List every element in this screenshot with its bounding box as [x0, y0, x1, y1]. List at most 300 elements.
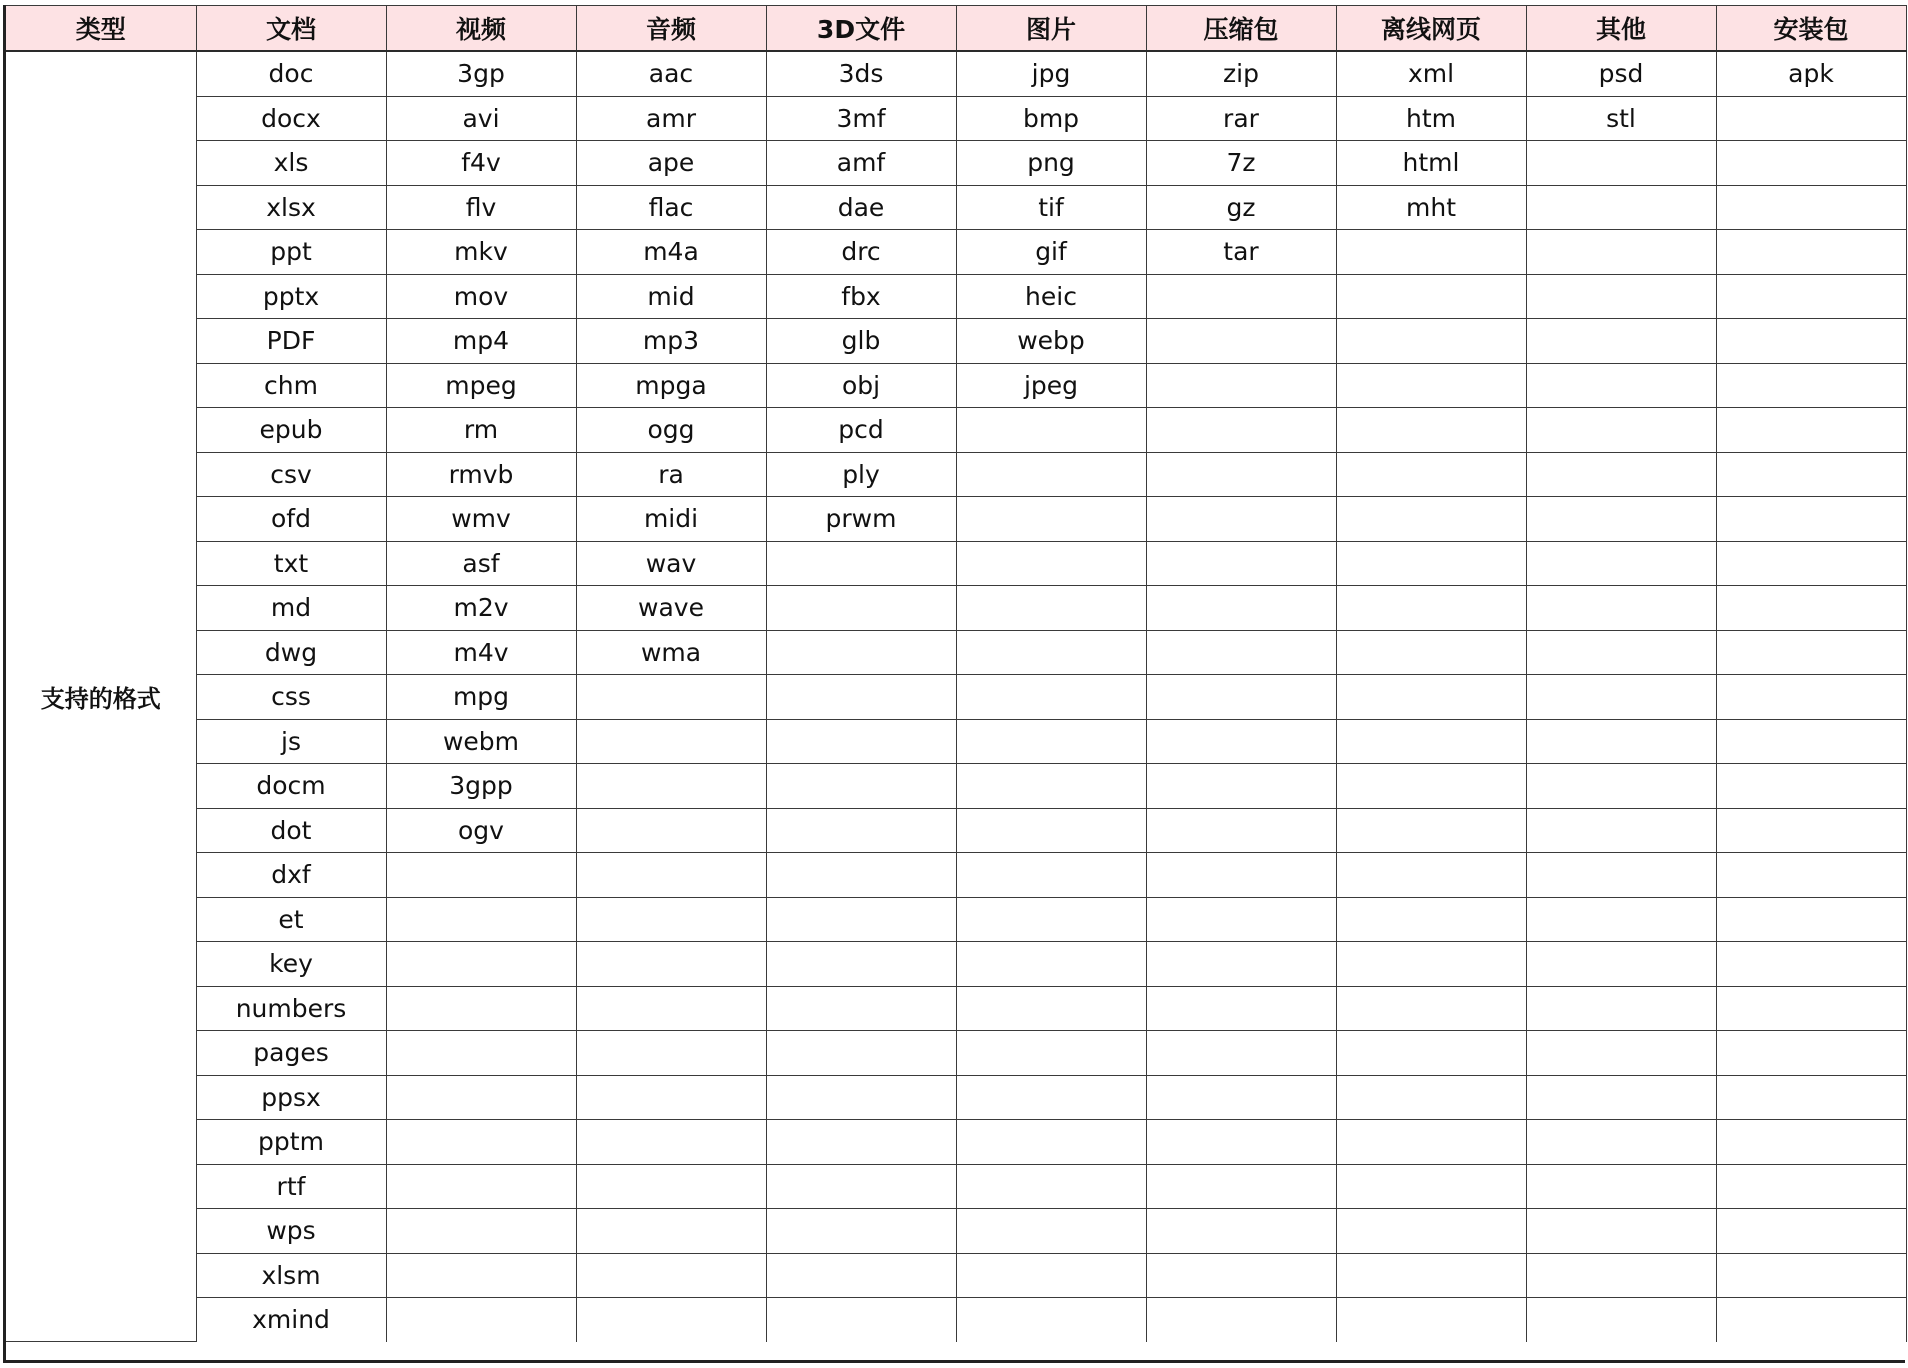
format-cell[interactable] — [386, 1075, 576, 1120]
format-cell[interactable] — [576, 808, 766, 853]
format-cell[interactable] — [576, 942, 766, 987]
format-cell[interactable]: js — [196, 719, 386, 764]
format-cell[interactable] — [1716, 230, 1906, 275]
format-cell[interactable] — [1336, 1209, 1526, 1254]
format-cell[interactable]: m4a — [576, 230, 766, 275]
format-cell[interactable] — [956, 764, 1146, 809]
format-cell[interactable] — [1336, 408, 1526, 453]
format-cell[interactable] — [1146, 808, 1336, 853]
format-cell[interactable] — [766, 897, 956, 942]
format-cell[interactable]: 3mf — [766, 96, 956, 141]
format-cell[interactable] — [386, 1253, 576, 1298]
format-cell[interactable]: ofd — [196, 497, 386, 542]
format-cell[interactable] — [1716, 1164, 1906, 1209]
format-cell[interactable] — [1336, 319, 1526, 364]
format-cell[interactable]: rmvb — [386, 452, 576, 497]
format-cell[interactable] — [1526, 986, 1716, 1031]
format-cell[interactable] — [1526, 497, 1716, 542]
format-cell[interactable]: mpga — [576, 363, 766, 408]
table-body — [6, 51, 1906, 1342]
format-cell[interactable]: epub — [196, 408, 386, 453]
format-cell[interactable]: dae — [766, 185, 956, 230]
format-cell[interactable]: m2v — [386, 586, 576, 631]
table-row — [6, 586, 1906, 631]
format-cell[interactable]: pages — [196, 1031, 386, 1076]
format-cell[interactable] — [1526, 719, 1716, 764]
format-cell[interactable]: ppt — [196, 230, 386, 275]
format-cell[interactable]: dxf — [196, 853, 386, 898]
format-cell[interactable] — [1526, 541, 1716, 586]
format-cell[interactable] — [576, 675, 766, 720]
table-row — [6, 1298, 1906, 1342]
format-cell[interactable] — [1526, 1075, 1716, 1120]
format-cell[interactable]: htm — [1336, 96, 1526, 141]
spreadsheet — [3, 5, 1905, 1363]
format-cell[interactable]: css — [196, 675, 386, 720]
format-cell[interactable]: wave — [576, 586, 766, 631]
format-cell[interactable]: glb — [766, 319, 956, 364]
format-cell[interactable] — [1336, 1298, 1526, 1342]
format-cell[interactable] — [956, 630, 1146, 675]
format-cell[interactable] — [1526, 1253, 1716, 1298]
format-cell[interactable]: ra — [576, 452, 766, 497]
format-cell[interactable] — [1716, 1031, 1906, 1076]
format-cell[interactable] — [766, 942, 956, 987]
format-cell[interactable]: html — [1336, 141, 1526, 186]
format-cell[interactable]: txt — [196, 541, 386, 586]
format-cell[interactable]: ply — [766, 452, 956, 497]
format-cell[interactable]: gif — [956, 230, 1146, 275]
format-cell[interactable] — [1336, 497, 1526, 542]
header-cell-installers[interactable]: 安装包 — [1716, 6, 1906, 52]
format-cell[interactable] — [1146, 897, 1336, 942]
format-cell[interactable] — [1146, 986, 1336, 1031]
format-cell[interactable] — [1336, 363, 1526, 408]
format-cell[interactable] — [1336, 942, 1526, 987]
format-cell[interactable] — [1146, 719, 1336, 764]
format-cell[interactable] — [1526, 808, 1716, 853]
table-row — [6, 96, 1906, 141]
format-cell[interactable] — [1336, 586, 1526, 631]
format-cell[interactable]: doc — [196, 51, 386, 96]
format-cell[interactable]: drc — [766, 230, 956, 275]
format-cell[interactable] — [1526, 363, 1716, 408]
format-cell[interactable] — [576, 1031, 766, 1076]
format-cell[interactable] — [1146, 319, 1336, 364]
format-cell[interactable] — [1336, 1120, 1526, 1165]
format-cell[interactable]: mht — [1336, 185, 1526, 230]
format-cell[interactable] — [1716, 719, 1906, 764]
format-cell[interactable] — [766, 1253, 956, 1298]
format-cell[interactable]: ogv — [386, 808, 576, 853]
format-cell[interactable]: avi — [386, 96, 576, 141]
format-cell[interactable]: PDF — [196, 319, 386, 364]
format-cell[interactable] — [1146, 1164, 1336, 1209]
format-cell[interactable] — [1526, 1298, 1716, 1342]
format-cell[interactable] — [1716, 586, 1906, 631]
format-cell[interactable]: mp3 — [576, 319, 766, 364]
format-cell[interactable] — [1336, 541, 1526, 586]
format-cell[interactable] — [1716, 96, 1906, 141]
format-cell[interactable]: rm — [386, 408, 576, 453]
format-cell[interactable] — [1336, 897, 1526, 942]
format-cell[interactable] — [386, 1164, 576, 1209]
table-row — [6, 274, 1906, 319]
format-cell[interactable]: pcd — [766, 408, 956, 453]
format-cell[interactable] — [766, 986, 956, 1031]
format-cell[interactable] — [1526, 141, 1716, 186]
format-cell[interactable] — [1716, 1209, 1906, 1254]
format-cell[interactable] — [1716, 986, 1906, 1031]
format-cell[interactable] — [1526, 1031, 1716, 1076]
format-cell[interactable]: rtf — [196, 1164, 386, 1209]
format-cell[interactable]: chm — [196, 363, 386, 408]
format-cell[interactable]: csv — [196, 452, 386, 497]
format-cell[interactable] — [766, 1120, 956, 1165]
format-cell[interactable] — [576, 1120, 766, 1165]
format-cell[interactable] — [1146, 764, 1336, 809]
format-cell[interactable] — [766, 719, 956, 764]
format-cell[interactable]: fbx — [766, 274, 956, 319]
format-cell[interactable] — [1336, 630, 1526, 675]
format-cell[interactable]: ppsx — [196, 1075, 386, 1120]
format-cell[interactable] — [1526, 1120, 1716, 1165]
format-cell[interactable] — [956, 541, 1146, 586]
format-cell[interactable]: webm — [386, 719, 576, 764]
header-cell-type[interactable]: 类型 — [6, 6, 196, 52]
format-cell[interactable] — [956, 719, 1146, 764]
format-cell[interactable]: heic — [956, 274, 1146, 319]
format-cell[interactable] — [1526, 274, 1716, 319]
format-cell[interactable] — [1336, 808, 1526, 853]
format-cell[interactable]: stl — [1526, 96, 1716, 141]
format-cell[interactable]: pptm — [196, 1120, 386, 1165]
format-cell[interactable] — [1526, 897, 1716, 942]
format-cell[interactable] — [576, 1075, 766, 1120]
format-cell[interactable] — [1526, 630, 1716, 675]
format-cell[interactable] — [956, 1298, 1146, 1342]
format-cell[interactable] — [1146, 452, 1336, 497]
format-cell[interactable] — [386, 942, 576, 987]
format-cell[interactable] — [956, 1075, 1146, 1120]
format-cell[interactable]: wav — [576, 541, 766, 586]
format-cell[interactable] — [1336, 1253, 1526, 1298]
format-cell[interactable] — [1716, 141, 1906, 186]
table-row — [6, 1031, 1906, 1076]
format-cell[interactable] — [1716, 764, 1906, 809]
header-cell-documents[interactable]: 文档 — [196, 6, 386, 52]
format-cell[interactable]: prwm — [766, 497, 956, 542]
table-row — [6, 1164, 1906, 1209]
format-cell[interactable] — [956, 452, 1146, 497]
format-cell[interactable]: png — [956, 141, 1146, 186]
format-cell[interactable] — [386, 1031, 576, 1076]
format-cell[interactable] — [956, 986, 1146, 1031]
format-cell[interactable] — [1716, 497, 1906, 542]
format-cell[interactable]: rar — [1146, 96, 1336, 141]
table-row — [6, 230, 1906, 275]
format-cell[interactable] — [576, 1298, 766, 1342]
format-cell[interactable] — [1716, 630, 1906, 675]
format-cell[interactable] — [956, 586, 1146, 631]
format-cell[interactable] — [1146, 853, 1336, 898]
header-cell-audio[interactable]: 音频 — [576, 6, 766, 52]
format-cell[interactable]: gz — [1146, 185, 1336, 230]
format-cell[interactable] — [1716, 452, 1906, 497]
format-cell[interactable] — [766, 853, 956, 898]
format-cell[interactable]: tar — [1146, 230, 1336, 275]
format-cell[interactable] — [386, 1209, 576, 1254]
format-cell[interactable] — [1146, 1120, 1336, 1165]
format-cell[interactable] — [766, 630, 956, 675]
format-cell[interactable] — [956, 853, 1146, 898]
format-cell[interactable] — [1336, 764, 1526, 809]
format-cell[interactable]: wma — [576, 630, 766, 675]
format-cell[interactable] — [1336, 1031, 1526, 1076]
format-cell[interactable] — [576, 764, 766, 809]
format-cell[interactable] — [386, 1120, 576, 1165]
format-cell[interactable] — [956, 1209, 1146, 1254]
format-cell[interactable] — [1146, 541, 1336, 586]
format-cell[interactable]: xlsx — [196, 185, 386, 230]
format-cell[interactable]: mid — [576, 274, 766, 319]
table-row — [6, 764, 1906, 809]
format-cell[interactable]: ogg — [576, 408, 766, 453]
format-cell[interactable]: mp4 — [386, 319, 576, 364]
format-cell[interactable]: jpeg — [956, 363, 1146, 408]
format-cell[interactable]: mov — [386, 274, 576, 319]
format-cell[interactable] — [1526, 1209, 1716, 1254]
format-cell[interactable] — [766, 808, 956, 853]
table-row — [6, 853, 1906, 898]
format-cell[interactable] — [956, 1120, 1146, 1165]
format-cell[interactable]: aac — [576, 51, 766, 96]
format-cell[interactable]: docm — [196, 764, 386, 809]
table-row — [6, 1120, 1906, 1165]
table-row — [6, 363, 1906, 408]
header-cell-offline-webpages[interactable]: 离线网页 — [1336, 6, 1526, 52]
format-cell[interactable] — [576, 1164, 766, 1209]
format-cell[interactable] — [1716, 853, 1906, 898]
format-cell[interactable] — [1716, 274, 1906, 319]
format-cell[interactable] — [766, 764, 956, 809]
format-cell[interactable] — [766, 1164, 956, 1209]
format-cell[interactable] — [1146, 497, 1336, 542]
format-cell[interactable] — [1526, 452, 1716, 497]
format-cell[interactable] — [766, 586, 956, 631]
format-cell[interactable] — [1146, 1209, 1336, 1254]
table-row — [6, 808, 1906, 853]
table-row — [6, 1075, 1906, 1120]
format-cell[interactable] — [386, 853, 576, 898]
format-cell[interactable]: ape — [576, 141, 766, 186]
format-cell[interactable] — [956, 497, 1146, 542]
format-cell[interactable] — [1336, 853, 1526, 898]
format-cell[interactable] — [1336, 1164, 1526, 1209]
format-cell[interactable]: mpg — [386, 675, 576, 720]
format-cell[interactable] — [1336, 230, 1526, 275]
supported-formats-table — [6, 5, 1907, 1342]
format-cell[interactable] — [1146, 1253, 1336, 1298]
format-cell[interactable] — [1526, 942, 1716, 987]
format-cell[interactable]: 3ds — [766, 51, 956, 96]
table-row — [6, 452, 1906, 497]
format-cell[interactable] — [386, 1298, 576, 1342]
format-cell[interactable] — [1146, 274, 1336, 319]
format-cell[interactable]: xlsm — [196, 1253, 386, 1298]
format-cell[interactable] — [1146, 363, 1336, 408]
format-cell[interactable]: midi — [576, 497, 766, 542]
format-cell[interactable] — [1526, 675, 1716, 720]
format-cell[interactable]: asf — [386, 541, 576, 586]
table-row — [6, 1209, 1906, 1254]
format-cell[interactable] — [956, 942, 1146, 987]
format-cell[interactable] — [1526, 586, 1716, 631]
format-cell[interactable]: bmp — [956, 96, 1146, 141]
format-cell[interactable] — [1146, 1298, 1336, 1342]
format-cell[interactable] — [1716, 363, 1906, 408]
header-cell-video[interactable]: 视频 — [386, 6, 576, 52]
format-cell[interactable] — [576, 1253, 766, 1298]
format-cell[interactable]: et — [196, 897, 386, 942]
header-cell-images[interactable]: 图片 — [956, 6, 1146, 52]
table-row — [6, 408, 1906, 453]
format-cell[interactable] — [1526, 764, 1716, 809]
table-row — [6, 942, 1906, 987]
table-row — [6, 51, 1906, 96]
format-cell[interactable]: wps — [196, 1209, 386, 1254]
header-cell-3d-files[interactable]: 3D文件 — [766, 6, 956, 52]
format-cell[interactable]: numbers — [196, 986, 386, 1031]
format-cell[interactable] — [386, 897, 576, 942]
format-cell[interactable] — [1526, 185, 1716, 230]
format-cell[interactable] — [1716, 675, 1906, 720]
format-cell[interactable] — [956, 1253, 1146, 1298]
format-cell[interactable] — [1146, 408, 1336, 453]
format-cell[interactable]: flv — [386, 185, 576, 230]
format-cell[interactable] — [1716, 541, 1906, 586]
format-cell[interactable] — [1336, 675, 1526, 720]
format-cell[interactable]: 3gp — [386, 51, 576, 96]
format-cell[interactable] — [956, 675, 1146, 720]
format-cell[interactable] — [1146, 1075, 1336, 1120]
header-cell-other[interactable]: 其他 — [1526, 6, 1716, 52]
format-cell[interactable]: mpeg — [386, 363, 576, 408]
format-cell[interactable]: amf — [766, 141, 956, 186]
format-cell[interactable] — [1716, 897, 1906, 942]
format-cell[interactable] — [956, 808, 1146, 853]
format-cell[interactable] — [1336, 274, 1526, 319]
format-cell[interactable]: dot — [196, 808, 386, 853]
format-cell[interactable] — [1716, 1253, 1906, 1298]
format-cell[interactable] — [766, 1298, 956, 1342]
format-cell[interactable] — [1716, 1075, 1906, 1120]
format-cell[interactable]: obj — [766, 363, 956, 408]
type-label-cell[interactable]: 支持的格式 — [6, 51, 196, 1342]
format-cell[interactable]: mkv — [386, 230, 576, 275]
format-cell[interactable] — [956, 1164, 1146, 1209]
format-cell[interactable] — [1716, 319, 1906, 364]
format-cell[interactable]: psd — [1526, 51, 1716, 96]
format-cell[interactable] — [1336, 719, 1526, 764]
format-cell[interactable] — [766, 541, 956, 586]
format-cell[interactable]: md — [196, 586, 386, 631]
format-cell[interactable]: tif — [956, 185, 1146, 230]
table-row — [6, 675, 1906, 720]
format-cell[interactable] — [766, 1209, 956, 1254]
format-cell[interactable]: docx — [196, 96, 386, 141]
format-cell[interactable] — [576, 897, 766, 942]
format-cell[interactable] — [386, 986, 576, 1031]
table-row — [6, 497, 1906, 542]
format-cell[interactable] — [766, 1031, 956, 1076]
format-cell[interactable] — [766, 675, 956, 720]
format-cell[interactable]: f4v — [386, 141, 576, 186]
format-cell[interactable] — [1146, 630, 1336, 675]
format-cell[interactable]: apk — [1716, 51, 1906, 96]
format-cell[interactable]: 3gpp — [386, 764, 576, 809]
format-cell[interactable]: webp — [956, 319, 1146, 364]
format-cell[interactable]: flac — [576, 185, 766, 230]
format-cell[interactable]: m4v — [386, 630, 576, 675]
format-cell[interactable] — [1526, 853, 1716, 898]
format-cell[interactable]: pptx — [196, 274, 386, 319]
format-cell[interactable] — [576, 1209, 766, 1254]
format-cell[interactable] — [1716, 1120, 1906, 1165]
format-cell[interactable] — [956, 897, 1146, 942]
format-cell[interactable]: xls — [196, 141, 386, 186]
format-cell[interactable] — [576, 853, 766, 898]
format-cell[interactable]: wmv — [386, 497, 576, 542]
format-cell[interactable] — [1146, 942, 1336, 987]
format-cell[interactable] — [1526, 319, 1716, 364]
format-cell[interactable] — [1336, 986, 1526, 1031]
format-cell[interactable] — [576, 986, 766, 1031]
table-row — [6, 1253, 1906, 1298]
header-cell-archives[interactable]: 压缩包 — [1146, 6, 1336, 52]
format-cell[interactable]: xmind — [196, 1298, 386, 1342]
format-cell[interactable] — [1716, 1298, 1906, 1342]
format-cell[interactable] — [1716, 185, 1906, 230]
table-row — [6, 986, 1906, 1031]
format-cell[interactable] — [956, 1031, 1146, 1076]
table-row — [6, 185, 1906, 230]
format-cell[interactable] — [766, 1075, 956, 1120]
format-cell[interactable]: zip — [1146, 51, 1336, 96]
format-cell[interactable] — [1146, 1031, 1336, 1076]
format-cell[interactable] — [1716, 942, 1906, 987]
format-cell[interactable]: xml — [1336, 51, 1526, 96]
format-cell[interactable]: key — [196, 942, 386, 987]
table-row — [6, 719, 1906, 764]
format-cell[interactable] — [1336, 452, 1526, 497]
table-row — [6, 141, 1906, 186]
format-cell[interactable]: 7z — [1146, 141, 1336, 186]
format-cell[interactable] — [1146, 586, 1336, 631]
format-cell[interactable] — [1526, 230, 1716, 275]
format-cell[interactable]: amr — [576, 96, 766, 141]
format-cell[interactable] — [956, 408, 1146, 453]
format-cell[interactable] — [1146, 675, 1336, 720]
format-cell[interactable] — [1336, 1075, 1526, 1120]
format-cell[interactable]: jpg — [956, 51, 1146, 96]
format-cell[interactable] — [1526, 1164, 1716, 1209]
format-cell[interactable] — [1526, 408, 1716, 453]
format-cell[interactable]: dwg — [196, 630, 386, 675]
format-cell[interactable] — [1716, 408, 1906, 453]
format-cell[interactable] — [1716, 808, 1906, 853]
format-cell[interactable] — [576, 719, 766, 764]
